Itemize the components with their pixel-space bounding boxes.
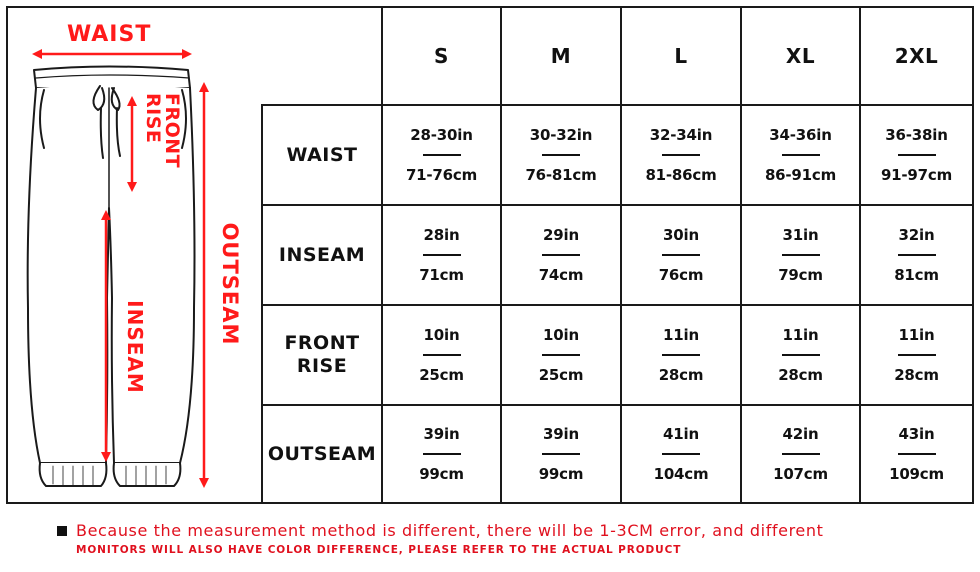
unit-divider: [898, 254, 936, 256]
value-centimeters: 71-76cm: [405, 166, 478, 184]
unit-divider: [662, 154, 700, 156]
table-cell: [381, 204, 502, 306]
value-centimeters: 79cm: [778, 266, 823, 284]
size-header-xl: XL: [740, 6, 861, 106]
unit-divider: [898, 453, 936, 455]
value-centimeters: 99cm: [538, 465, 584, 483]
row-header-waist: WAIST: [261, 104, 383, 206]
value-centimeters: 104cm: [653, 465, 709, 483]
unit-divider: [423, 354, 461, 356]
value-inches: 41in: [663, 425, 699, 443]
unit-divider: [542, 154, 580, 156]
value-inches: 43in: [898, 425, 935, 443]
measurement-notice: [55, 521, 823, 556]
value-centimeters: 28cm: [658, 366, 704, 384]
table-cell: [859, 104, 974, 206]
table-cell: [859, 304, 974, 406]
unit-divider: [662, 254, 700, 256]
value-inches: 32-34in: [649, 126, 713, 144]
table-cell: [500, 404, 622, 504]
unit-divider: [662, 354, 700, 356]
value-centimeters: 81-86cm: [645, 166, 717, 184]
value-centimeters: 25cm: [419, 366, 464, 384]
table-cell: [381, 304, 502, 406]
outseam-label: OUTSEAM: [218, 222, 242, 346]
value-inches: 28-30in: [410, 126, 473, 144]
table-cell: [620, 304, 742, 406]
value-inches: 11in: [663, 326, 699, 344]
notice-line-primary: [55, 521, 823, 540]
value-inches: 39in: [423, 425, 460, 443]
value-inches: 34-36in: [769, 126, 832, 144]
unit-divider: [782, 354, 820, 356]
value-centimeters: 71cm: [419, 266, 464, 284]
value-centimeters: 86-91cm: [764, 166, 837, 184]
value-inches: 32in: [898, 226, 935, 244]
value-centimeters: 28cm: [778, 366, 823, 384]
waist-label: WAIST: [67, 22, 152, 47]
table-cell: [620, 104, 742, 206]
value-inches: 36-38in: [885, 126, 948, 144]
size-header-2xl: 2XL: [859, 6, 974, 106]
unit-divider: [782, 453, 820, 455]
size-header-l: L: [620, 6, 742, 106]
value-inches: 11in: [782, 326, 819, 344]
value-inches: 39in: [543, 425, 579, 443]
row-header-outseam: OUTSEAM: [261, 404, 383, 504]
value-inches: 10in: [423, 326, 460, 344]
value-inches: 10in: [543, 326, 579, 344]
table-cell: [620, 204, 742, 306]
inseam-label: INSEAM: [123, 300, 147, 394]
value-centimeters: 109cm: [889, 465, 944, 483]
table-cell: [500, 304, 622, 406]
table-cell: [740, 204, 861, 306]
value-centimeters: 81cm: [894, 266, 939, 284]
table-cell: [859, 404, 974, 504]
value-inches: 29in: [543, 226, 579, 244]
notice-text: Because the measurement method is different, there will be 1-3CM error, and different: [76, 521, 824, 540]
size-header-m: M: [500, 6, 622, 106]
table-cell: [500, 204, 622, 306]
unit-divider: [782, 254, 820, 256]
unit-divider: [542, 254, 580, 256]
row-header-inseam: INSEAM: [261, 204, 383, 306]
value-centimeters: 25cm: [538, 366, 584, 384]
row-header-front-rise: FRONT RISE: [261, 304, 383, 406]
table-cell: [859, 204, 974, 306]
value-inches: 11in: [898, 326, 935, 344]
table-cell: [740, 304, 861, 406]
value-centimeters: 99cm: [419, 465, 464, 483]
table-cell: [620, 404, 742, 504]
value-centimeters: 107cm: [773, 465, 828, 483]
value-centimeters: 76cm: [658, 266, 704, 284]
size-header-s: S: [381, 6, 502, 106]
bullet-square-icon: [57, 526, 67, 536]
unit-divider: [898, 154, 936, 156]
value-inches: 31in: [782, 226, 819, 244]
value-centimeters: 74cm: [538, 266, 584, 284]
notice-subtext: MONITORS WILL ALSO HAVE COLOR DIFFERENCE, PLEASE REFER TO THE ACTUAL PRODUCT: [76, 544, 682, 556]
unit-divider: [423, 254, 461, 256]
value-centimeters: 91-97cm: [880, 166, 953, 184]
unit-divider: [542, 354, 580, 356]
unit-divider: [423, 453, 461, 455]
table-cell: [381, 104, 502, 206]
unit-divider: [898, 354, 936, 356]
table-cell: [740, 104, 861, 206]
unit-divider: [542, 453, 580, 455]
value-inches: 42in: [782, 425, 819, 443]
unit-divider: [782, 154, 820, 156]
value-inches: 30in: [663, 226, 699, 244]
front-rise-label-text: FRONT RISE: [142, 93, 183, 169]
unit-divider: [423, 154, 461, 156]
value-inches: 28in: [423, 226, 460, 244]
table-cell: [381, 404, 502, 504]
table-cell: [500, 104, 622, 206]
value-centimeters: 28cm: [894, 366, 939, 384]
value-inches: 30-32in: [529, 126, 593, 144]
value-centimeters: 76-81cm: [525, 166, 597, 184]
table-cell: [740, 404, 861, 504]
unit-divider: [662, 453, 700, 455]
